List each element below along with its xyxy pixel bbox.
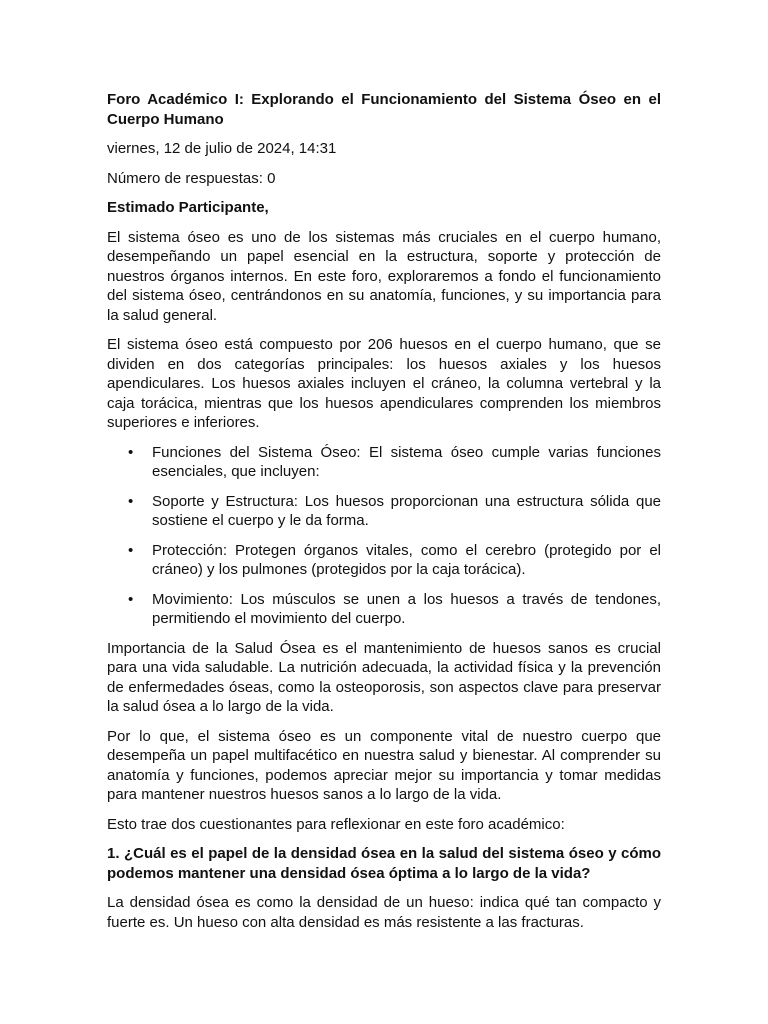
bullet-icon: • xyxy=(128,443,134,461)
question-1: 1. ¿Cuál es el papel de la densidad ósea en la salud del sistema óseo y cómo podemos mantener una densidad ósea óptima a lo largo de la vida? xyxy=(107,845,661,882)
post-date: viernes, 12 de julio de 2024, 14:31 xyxy=(107,140,337,157)
document-page xyxy=(107,90,661,942)
response-count: Número de respuestas: 0 xyxy=(107,169,276,187)
paragraph-intro: El sistema óseo es uno de los sistemas más cruciales en el cuerpo humano, desempeñando un papel esencial en la estructura, soporte y protección de nuestros órganos internos. En este foro, exploraremos a fondo el funcionamiento del sistema óseo, centrándonos en su anatomía, funciones, y su importancia para la salud general. xyxy=(107,228,661,324)
list-item-text: Protección: Protegen órganos vitales, como el cerebro (protegido por el cráneo) y los pulmones (protegidos por la caja torácica). xyxy=(152,541,661,578)
list-item-text: Movimiento: Los músculos se unen a los huesos a través de tendones, permitiendo el movimiento del cuerpo. xyxy=(152,590,661,627)
list-item xyxy=(107,492,661,531)
functions-list xyxy=(107,443,661,629)
document-title: Foro Académico I: Explorando el Funcionamiento del Sistema Óseo en el Cuerpo Humano xyxy=(107,91,661,128)
list-item-text: Funciones del Sistema Óseo: El sistema óseo cumple varias funciones esenciales, que incluyen: xyxy=(152,443,661,480)
list-item xyxy=(107,590,661,629)
paragraph-importance: Importancia de la Salud Ósea es el mantenimiento de huesos sanos es crucial para una vida saludable. La nutrición adecuada, la actividad física y la prevención de enfermedades óseas, como la osteoporosis, son aspectos clave para preservar la salud ósea a lo largo de la vida. xyxy=(107,639,661,715)
bullet-icon: • xyxy=(128,492,134,510)
paragraph-conclusion: Por lo que, el sistema óseo es un componente vital de nuestro cuerpo que desempeña un papel multifacético en nuestra salud y bienestar. Al comprender su anatomía y funciones, podemos apreciar mejor su importancia y tomar medidas para mantener nuestros huesos sanos a lo largo de la vida. xyxy=(107,727,661,803)
paragraph-questions-intro: Esto trae dos cuestionantes para reflexionar en este foro académico: xyxy=(107,815,565,833)
greeting: Estimado Participante, xyxy=(107,199,269,216)
answer-1: La densidad ósea es como la densidad de un hueso: indica qué tan compacto y fuerte es. Un hueso con alta densidad es más resistente a las fracturas. xyxy=(107,894,661,931)
list-item xyxy=(107,541,661,580)
paragraph-composition: El sistema óseo está compuesto por 206 huesos en el cuerpo humano, que se dividen en dos categorías principales: los huesos axiales y los huesos apendiculares. Los huesos axiales incluyen el cráneo, la columna vertebral y la caja torácica, mientras que los huesos apendiculares comprenden los miembros superiores e inferiores. xyxy=(107,336,661,431)
list-item-text: Soporte y Estructura: Los huesos proporcionan una estructura sólida que sostiene el cuerpo y le da forma. xyxy=(152,492,661,529)
bullet-icon: • xyxy=(128,590,134,608)
list-item xyxy=(107,443,661,482)
bullet-icon: • xyxy=(128,541,134,559)
